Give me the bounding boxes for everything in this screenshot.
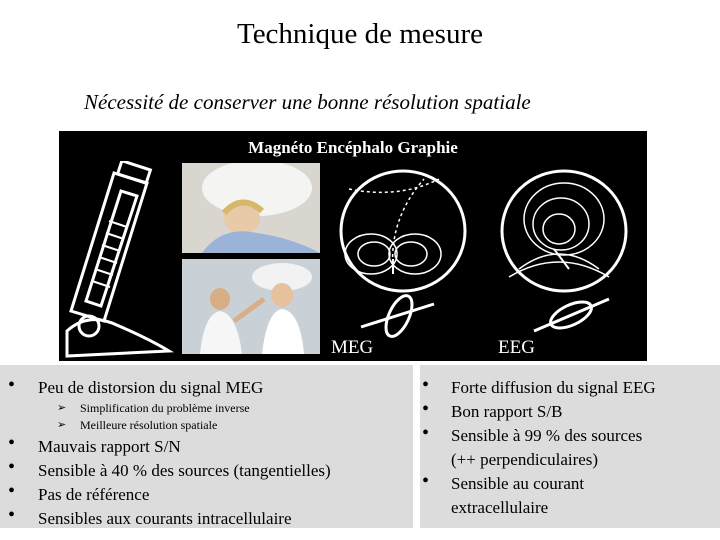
eeg-point-snr: Bon rapport S/B — [451, 402, 563, 421]
eeg-point-sensitivity: Sensible à 99 % des sources — [451, 426, 643, 445]
label-meg: MEG — [331, 337, 374, 358]
bullet: • — [422, 470, 430, 492]
eeg-point-diffusion: Forte diffusion du signal EEG — [451, 378, 656, 397]
eeg-point-current: Sensible au courant — [451, 474, 585, 493]
bullet: • — [8, 456, 16, 478]
eeg-point-current-cont: extracellulaire — [451, 498, 549, 517]
figure-caption: Magnéto Encéphalo Graphie — [248, 138, 458, 157]
meg-subpoint-resolution: Meilleure résolution spatiale — [80, 418, 218, 432]
meg-dewar-drawing — [59, 161, 179, 361]
bullet: • — [8, 504, 16, 526]
eeg-field-diagram — [489, 159, 639, 349]
meg-eeg-figure — [59, 131, 647, 361]
eeg-point-sensitivity-note: (++ perpendiculaires) — [451, 450, 599, 469]
page-title: Technique de mesure — [237, 18, 483, 50]
meg-point-distortion: Peu de distorsion du signal MEG — [38, 378, 264, 397]
meg-subpoint-inverse: Simplification du problème inverse — [80, 401, 250, 415]
meg-point-reference: Pas de référence — [38, 485, 150, 504]
bullet: • — [422, 422, 430, 444]
label-eeg: EEG — [498, 337, 535, 358]
bullet: • — [8, 432, 16, 454]
meg-point-currents: Sensibles aux courants intracellulaire — [38, 509, 292, 528]
meg-point-sensitivity: Sensible à 40 % des sources (tangentielles) — [38, 461, 331, 480]
arrow-bullet: ➢ — [57, 402, 67, 414]
meg-point-snr: Mauvais rapport S/N — [38, 437, 181, 456]
bullet: • — [422, 374, 430, 396]
bullet: • — [8, 374, 16, 396]
photo-meg-room — [182, 259, 320, 354]
subtitle: Nécessité de conserver une bonne résolution spatiale — [84, 90, 531, 114]
bullet: • — [8, 480, 16, 502]
photo-patient-meg — [182, 163, 320, 253]
bullet: • — [422, 398, 430, 420]
arrow-bullet: ➢ — [57, 419, 67, 431]
meg-field-diagram — [329, 159, 479, 349]
